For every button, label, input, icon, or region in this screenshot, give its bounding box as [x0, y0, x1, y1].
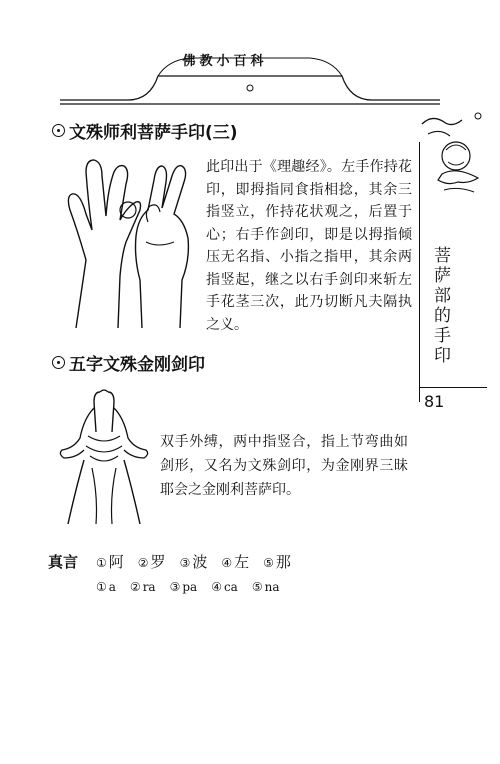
page-number-rule — [419, 387, 487, 388]
circled-dot-icon — [52, 356, 65, 369]
section-1-description: 此印出于《理趣经》。左手作持花印，即拇指同食指相捻，其余三指竖立，作持花状观之，后置于心；右手作剑印，即是以拇指倾压无名指、小指之指甲，其余两指竖起，继之以右手剑印来斩左手花茎三次，此乃切断凡夫隔执之义。 — [206, 159, 412, 333]
mantra-label: 真言 — [48, 553, 79, 571]
mantra-item: ③ 波 — [179, 553, 208, 571]
hand-mudra-illustration-2 — [54, 388, 154, 528]
section-title-1 — [52, 118, 238, 143]
ornament-icon — [418, 110, 488, 200]
header-banner — [40, 30, 460, 110]
mantra-item: ① a — [96, 580, 116, 594]
sidebar-section-title: 菩萨部的手印 — [430, 246, 450, 366]
header-title: 佛教小百科 — [182, 54, 268, 69]
mantra-item: ⑤ na — [251, 580, 280, 594]
mantra-chinese-list — [96, 551, 291, 572]
section-title-2-text: 五字文殊金刚剑印 — [69, 355, 205, 375]
section-title-2 — [52, 350, 205, 375]
mantra-item: ② 罗 — [137, 553, 166, 571]
mantra-item: ① 阿 — [96, 553, 124, 571]
hand-mudra-illustration-1 — [62, 150, 202, 330]
mantra-roman-list — [96, 580, 279, 594]
mantra-item: ⑤ 那 — [263, 553, 291, 571]
mantra-item: ④ ca — [211, 580, 238, 594]
sidebar-line — [419, 142, 420, 402]
circled-dot-icon — [52, 124, 65, 137]
mantra-item: ④ 左 — [221, 553, 250, 571]
section-title-1-text: 文殊师利菩萨手印(三) — [69, 123, 238, 143]
section-2-description: 双手外缚，两中指竖合，指上节弯曲如剑形，又名为文殊剑印，为金刚界三昧耶会之金刚利菩萨印。 — [160, 434, 408, 498]
mantra-item: ② ra — [129, 580, 156, 594]
mantra-item: ③ pa — [169, 580, 198, 594]
page-number: 81 — [424, 392, 445, 411]
